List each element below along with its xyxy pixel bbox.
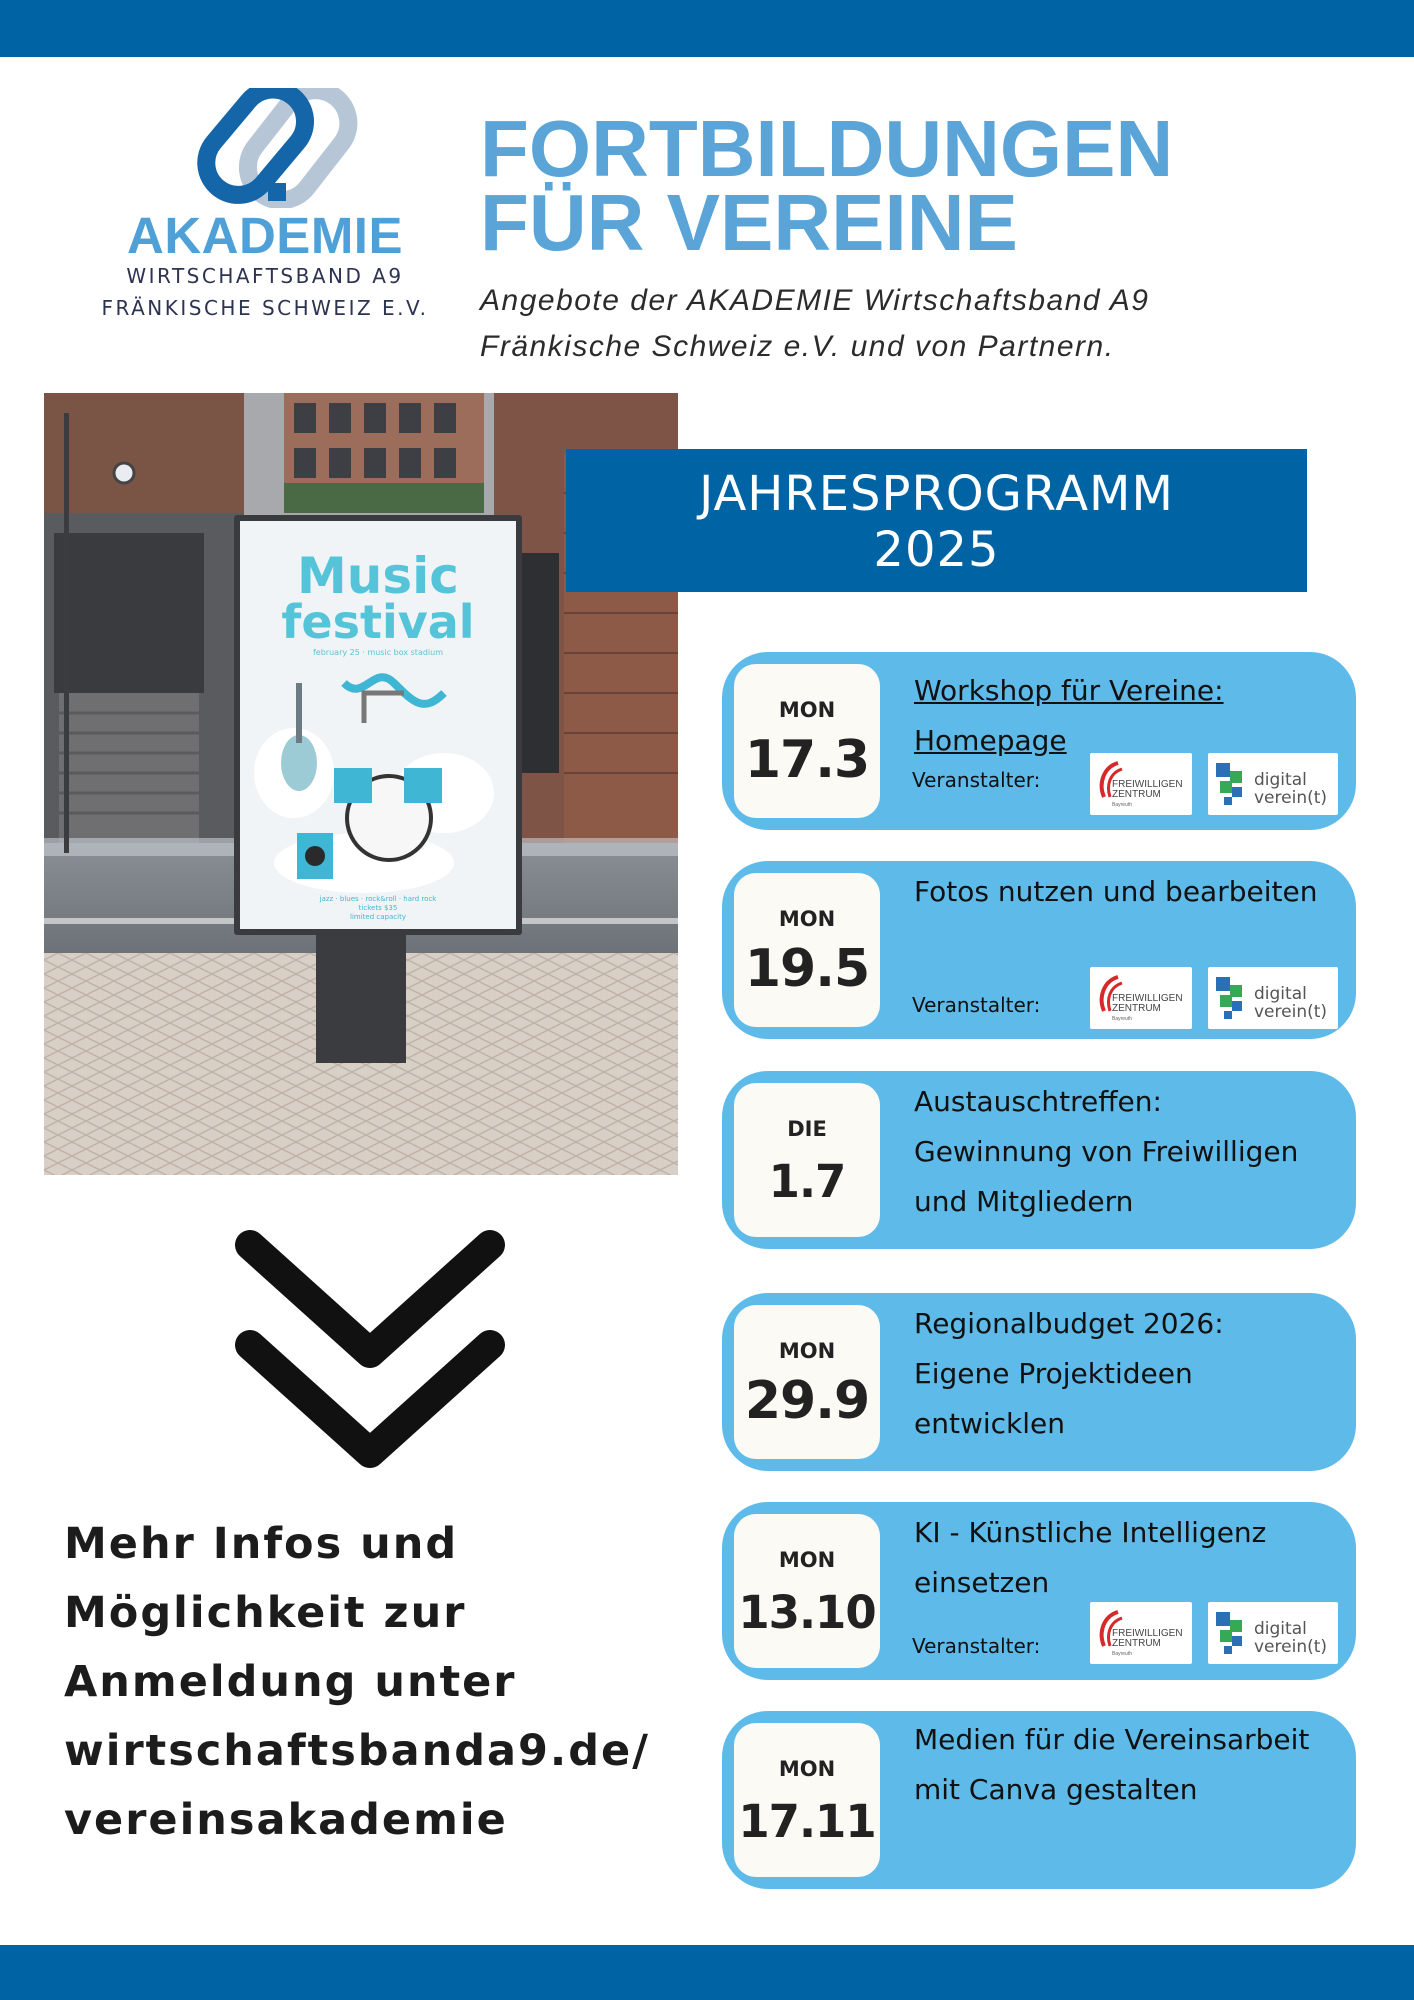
event-title-line-2: Eigene Projektideen: [914, 1357, 1193, 1390]
date-card: [734, 1723, 880, 1877]
more-info-text: [64, 1510, 704, 1855]
fz-line-1: FREIWILLIGEN: [1112, 1628, 1183, 1639]
organizer-label: Veranstalter:: [912, 768, 1041, 792]
more-info-line-3: Anmeldung unter: [64, 1657, 517, 1707]
poster-tickets: tickets $35: [358, 904, 398, 912]
event-title: [914, 1715, 1344, 1815]
fz-line-2: ZENTRUM: [1112, 1003, 1161, 1014]
dv-line-1: digital: [1254, 1619, 1307, 1639]
poster-capacity: limited capacity: [350, 913, 406, 921]
event-title-line-3: entwicklen: [914, 1407, 1065, 1440]
event-title-line-2[interactable]: Homepage: [914, 724, 1067, 757]
poster-tagline: february 25 · music box stadium: [312, 648, 444, 657]
more-info-url-line-2[interactable]: vereinsakademie: [64, 1795, 508, 1845]
freiwilligen-zentrum-logo: [1090, 967, 1192, 1029]
event-title-line-2: mit Canva gestalten: [914, 1773, 1198, 1806]
event-date: 1.7: [768, 1155, 846, 1208]
logo-name: AKADEMIE: [126, 207, 403, 264]
fz-line-2: ZENTRUM: [1112, 1638, 1161, 1649]
event-title-line-1: Austauschtreffen:: [914, 1085, 1162, 1118]
date-card: [734, 1514, 880, 1668]
event-title-line-1: KI - Künstliche Intelligenz: [914, 1516, 1267, 1549]
freiwilligen-zentrum-icon: [1090, 753, 1192, 815]
freiwilligen-zentrum-logo: [1090, 753, 1192, 815]
more-info-line-1: Mehr Infos und: [64, 1519, 459, 1569]
page-title-line-1: FORTBILDUNGEN: [480, 104, 1174, 193]
double-chevron-down-icon: [230, 1225, 510, 1495]
event-date: 17.11: [738, 1795, 876, 1848]
event-card-3: [722, 1071, 1356, 1249]
event-date: 17.3: [744, 730, 870, 790]
program-year: 2025: [873, 522, 1000, 578]
page-subtitle: [480, 278, 1149, 370]
event-title: [914, 867, 1344, 917]
program-title: JAHRESPROGRAMM: [699, 466, 1174, 522]
digital-vereint-icon: [1208, 967, 1338, 1029]
program-banner: [566, 449, 1307, 592]
event-title-line-2: einsetzen: [914, 1566, 1050, 1599]
digital-vereint-icon: [1208, 753, 1338, 815]
logo-subline-2: FRÄNKISCHE SCHWEIZ E.V.: [101, 296, 429, 320]
date-card: [734, 1083, 880, 1237]
digital-vereint-logo: [1208, 753, 1338, 815]
bottom-bar: [0, 1945, 1414, 2000]
event-weekday: MON: [778, 698, 836, 722]
fz-line-2: ZENTRUM: [1112, 789, 1161, 800]
dv-line-1: digital: [1254, 984, 1307, 1004]
event-weekday: MON: [778, 907, 836, 931]
date-card: [734, 1305, 880, 1459]
event-card-1: [722, 652, 1356, 830]
event-title-line-1: Medien für die Vereinsarbeit: [914, 1723, 1310, 1756]
event-title-line-1[interactable]: Workshop für Vereine:: [914, 674, 1224, 707]
freiwilligen-zentrum-logo: [1090, 1602, 1192, 1664]
top-bar: [0, 0, 1414, 57]
fz-line-1: FREIWILLIGEN: [1112, 779, 1183, 790]
event-title-line-3: und Mitgliedern: [914, 1185, 1134, 1218]
fz-line-3: Bayreuth: [1112, 1016, 1133, 1022]
logo-mark-icon: [185, 88, 375, 208]
page-title-line-2: FÜR VEREINE: [480, 178, 1018, 267]
event-date: 13.10: [738, 1586, 876, 1639]
dv-line-2: verein(t): [1254, 788, 1328, 808]
dv-line-2: verein(t): [1254, 1637, 1328, 1657]
event-card-6: [722, 1711, 1356, 1889]
poster-genres: jazz · blues · rock&roll · hard rock: [319, 895, 437, 903]
date-card: [734, 873, 880, 1027]
more-info-url-line-1[interactable]: wirtschaftsbanda9.de/: [64, 1726, 650, 1776]
digital-vereint-logo: [1208, 1602, 1338, 1664]
event-weekday: MON: [778, 1339, 836, 1363]
organizer-label: Veranstalter:: [912, 1634, 1041, 1658]
subtitle-line-1: Angebote der AKADEMIE Wirtschaftsband A9: [480, 284, 1150, 317]
date-card: [734, 664, 880, 818]
event-weekday: MON: [778, 1548, 836, 1572]
freiwilligen-zentrum-icon: [1090, 967, 1192, 1029]
event-date: 19.5: [744, 939, 870, 999]
subtitle-line-2: Fränkische Schweiz e.V. und von Partnern.: [480, 330, 1115, 363]
fz-line-3: Bayreuth: [1112, 802, 1133, 808]
event-weekday: MON: [778, 1757, 836, 1781]
event-weekday: DIE: [787, 1117, 827, 1141]
fz-line-3: Bayreuth: [1112, 1651, 1133, 1657]
event-title-line-1: Fotos nutzen und bearbeiten: [914, 875, 1318, 908]
poster-title-1: Music: [297, 547, 459, 605]
event-date: 29.9: [744, 1371, 870, 1431]
event-card-4: [722, 1293, 1356, 1471]
akademie-logo: [70, 88, 460, 328]
more-info-line-2: Möglichkeit zur: [64, 1588, 467, 1638]
event-title-link[interactable]: [914, 666, 1344, 766]
event-card-2: [722, 861, 1356, 1039]
poster-title-2: festival: [281, 595, 475, 649]
dv-line-1: digital: [1254, 770, 1307, 790]
fz-line-1: FREIWILLIGEN: [1112, 993, 1183, 1004]
freiwilligen-zentrum-icon: [1090, 1602, 1192, 1664]
event-title: [914, 1299, 1344, 1449]
event-card-5: [722, 1502, 1356, 1680]
digital-vereint-logo: [1208, 967, 1338, 1029]
dv-line-2: verein(t): [1254, 1002, 1328, 1022]
digital-vereint-icon: [1208, 1602, 1338, 1664]
organizer-label: Veranstalter:: [912, 993, 1041, 1017]
event-title: [914, 1077, 1344, 1227]
logo-subline-1: WIRTSCHAFTSBAND A9: [126, 264, 404, 288]
page-title: [480, 104, 1174, 267]
event-title-line-1: Regionalbudget 2026:: [914, 1307, 1224, 1340]
event-title-line-2: Gewinnung von Freiwilligen: [914, 1135, 1299, 1168]
event-title: [914, 1508, 1344, 1608]
